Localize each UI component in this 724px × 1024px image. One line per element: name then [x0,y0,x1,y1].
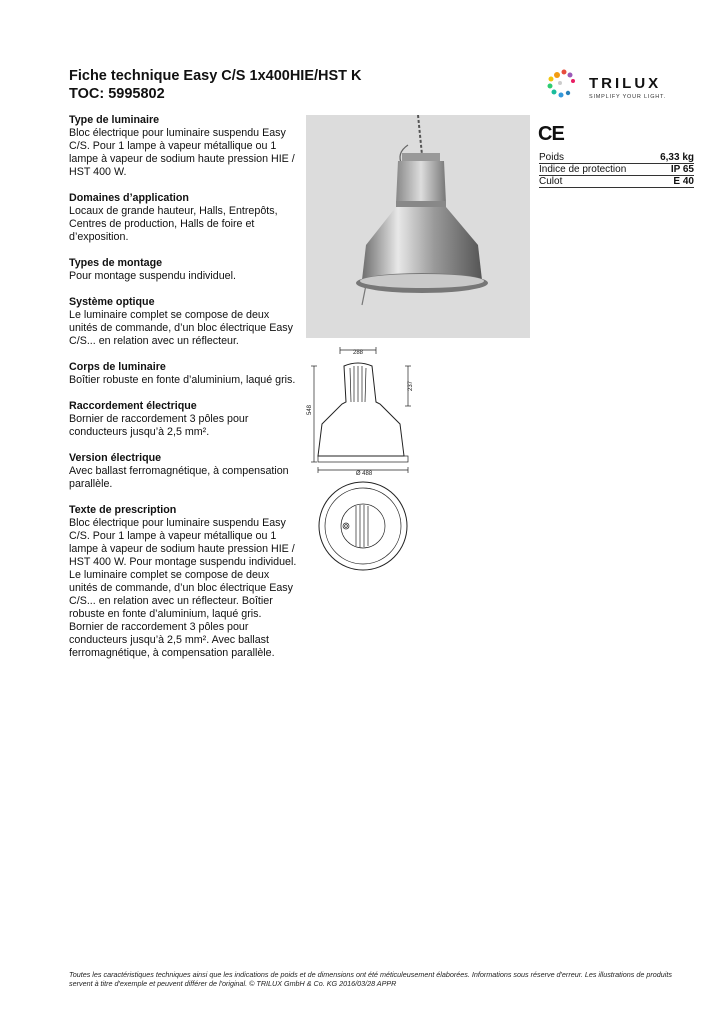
section-heading: Système optique [69,296,155,308]
spec-row-weight [539,152,694,164]
spec-label: Poids [539,152,565,163]
logo-color-circles-icon [548,70,576,98]
brand-tagline: SIMPLIFY YOUR LIGHT. [589,94,666,100]
section-heading: Version électrique [69,452,162,464]
section-text: Locaux de grande hauteur, Halls, Entrepôts, Centres de production, Halls de foire et d’exposition. [69,205,278,243]
section-systeme-optique [69,296,297,348]
dim-diameter: Ø 488 [355,471,373,477]
section-type-luminaire [69,114,297,179]
section-heading: Type de luminaire [69,114,160,126]
spec-row-socket [539,176,694,188]
section-text: Bloc électrique pour luminaire suspendu Easy C/S. Pour 1 lampe à vapeur métallique ou 1 lampe à vapeur de sodium haute pression HIE / HST 400 W. Pour montage suspendu individuel. Le luminaire complet se compose de deux unités de commande, d’un bloc électrique Easy C/S... en relation avec un réflecteur. Boîtier robuste en fonte d’aluminium, laqué gris. Bornier de raccordement 3 pôles pour conducteurs jusqu’à 2,5 mm². Avec ballast ferromagnétique, à compensation parallèle. [69,517,297,659]
dim-total-height: 548 [307,404,313,416]
dim-housing-height: 237 [408,380,414,392]
title-line-1: Fiche technique Easy C/S 1x400HIE/HST K [69,68,362,84]
description-column [69,114,297,673]
section-corps [69,361,297,387]
trilux-logo [543,66,693,102]
section-heading: Types de montage [69,257,163,269]
section-text: Avec ballast ferromagnétique, à compensation parallèle. [69,465,289,490]
section-heading: Texte de prescription [69,504,177,516]
spec-value: IP 65 [670,164,694,175]
section-domaines [69,192,297,244]
section-heading: Corps de luminaire [69,361,166,373]
section-prescription [69,504,297,660]
footer-disclaimer: Toutes les caractéristiques techniques ainsi que les indications de poids et de dimensions ont été méticuleusement élaborées. Informations sous réserve d'erreur. Les illustrations de produits servent à titre d'exemple et peuvent différer de l'original. © TRILUX GmbH & Co. KG 2016/03/28 APPR [69,970,672,988]
section-heading: Raccordement électrique [69,400,197,412]
spec-label: Culot [539,176,563,187]
ce-mark-icon: CE [538,123,564,145]
section-text: Bornier de raccordement 3 pôles pour conducteurs jusqu’à 2,5 mm². [69,413,249,438]
section-text: Pour montage suspendu individuel. [69,270,236,282]
title-line-2: TOC: 5995802 [69,86,165,102]
spec-label: Indice de protection [539,164,627,175]
spec-row-protection [539,164,694,176]
section-heading: Domaines d’application [69,192,189,204]
section-text: Boîtier robuste en fonte d’aluminium, laqué gris. [69,374,296,386]
section-text: Bloc électrique pour luminaire suspendu Easy C/S. Pour 1 lampe à vapeur métallique ou 1 lampe à vapeur de sodium haute pression HIE / HST 400 W. [69,127,295,178]
spec-value: 6,33 kg [660,152,694,163]
brand-name: TRILUX [589,75,662,92]
specs-table [539,152,694,188]
dim-top-width: 288 [352,350,364,356]
section-montage [69,257,297,283]
section-version [69,452,297,491]
section-raccordement [69,400,297,439]
page-title [69,67,362,103]
section-text: Le luminaire complet se compose de deux unités de commande, d’un bloc électrique Easy C/S... en relation avec un réflecteur. [69,309,293,347]
product-photo [306,115,530,338]
spec-value: E 40 [673,176,694,187]
dimension-drawing [304,344,416,580]
